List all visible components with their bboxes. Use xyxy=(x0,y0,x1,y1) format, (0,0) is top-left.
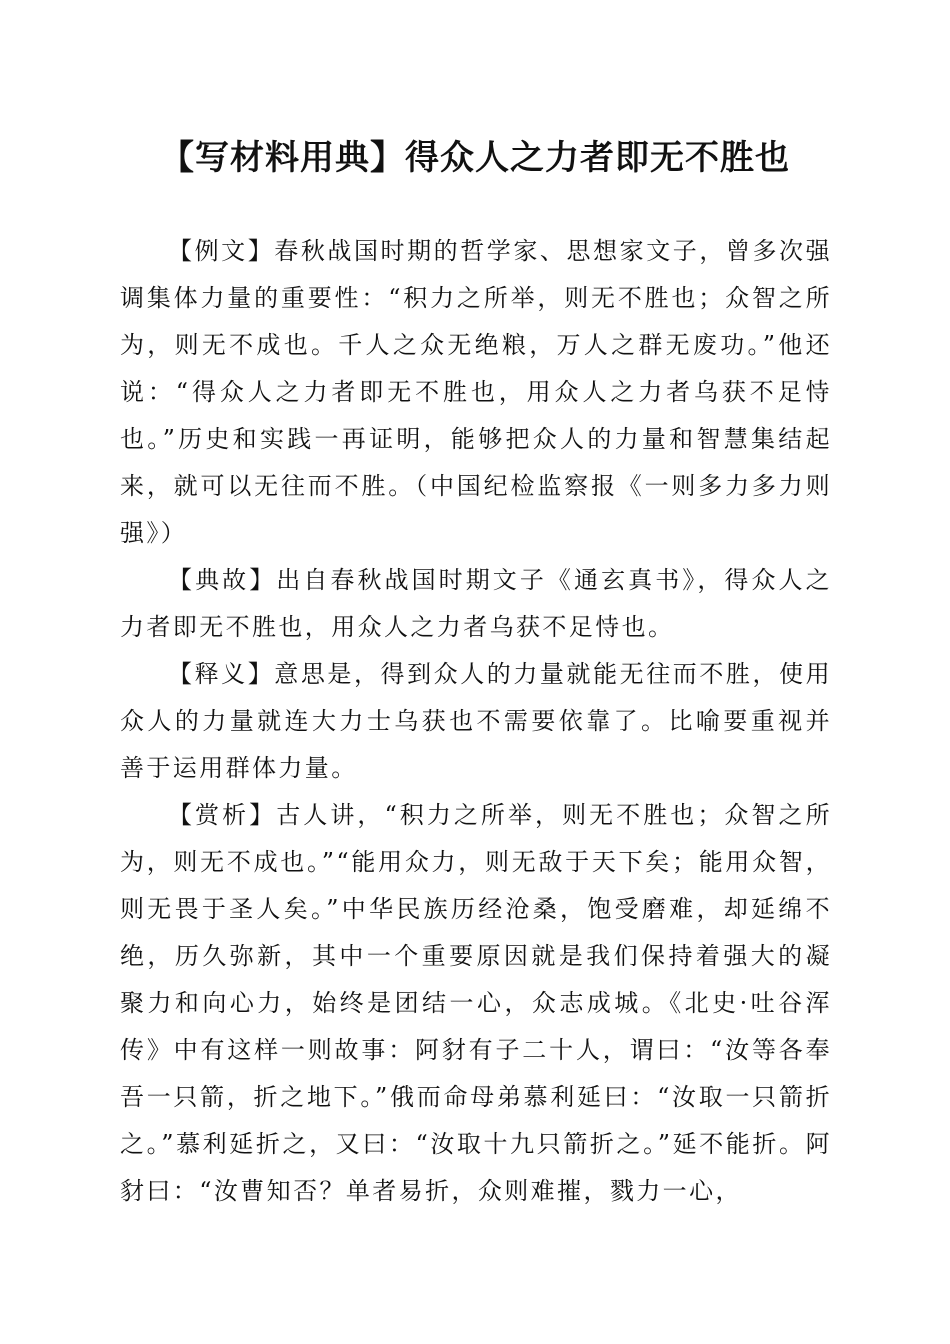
paragraph-appreciation: 【赏析】古人讲，“积力之所举，则无不胜也；众智之所为，则无不成也。”“能用众力，则无敌于天下矣；能用众智，则无畏于圣人矣。”中华民族历经沧桑，饱受磨难，却延绵不绝，历久弥新，其中一个重要原因就是我们保持着强大的凝聚力和向心力，始终是团结一心，众志成城。《北史·吐谷浑传》中有这样一则故事：阿豺有子二十人，谓曰：“汝等各奉吾一只箭，折之地下。”俄而命母弟慕利延曰：“汝取一只箭折之。”慕利延折之，又曰：“汝取十九只箭折之。”延不能折。阿豺曰：“汝曹知否？单者易折，众则难摧，戮力一心， xyxy=(120,801,832,1205)
document-body xyxy=(120,228,832,1215)
paragraph-source: 【典故】出自春秋战国时期文子《通玄真书》，得众人之力者即无不胜也，用众人之力者乌获不足恃也。 xyxy=(120,566,832,641)
paragraph-example: 【例文】春秋战国时期的哲学家、思想家文子，曾多次强调集体力量的重要性：“积力之所举，则无不胜也；众智之所为，则无不成也。千人之众无绝粮，万人之群无废功。”他还说：“得众人之力者即无不胜也，用众人之力者乌获不足恃也。”历史和实践一再证明，能够把众人的力量和智慧集结起来，就可以无往而不胜。（中国纪检监察报《一则多力多力则强》） xyxy=(120,237,832,547)
document-title: 【写材料用典】得众人之力者即无不胜也 xyxy=(160,138,790,178)
paragraph-meaning: 【释义】意思是，得到众人的力量就能无往而不胜，使用众人的力量就连大力士乌获也不需要依靠了。比喻要重视并善于运用群体力量。 xyxy=(120,660,832,782)
